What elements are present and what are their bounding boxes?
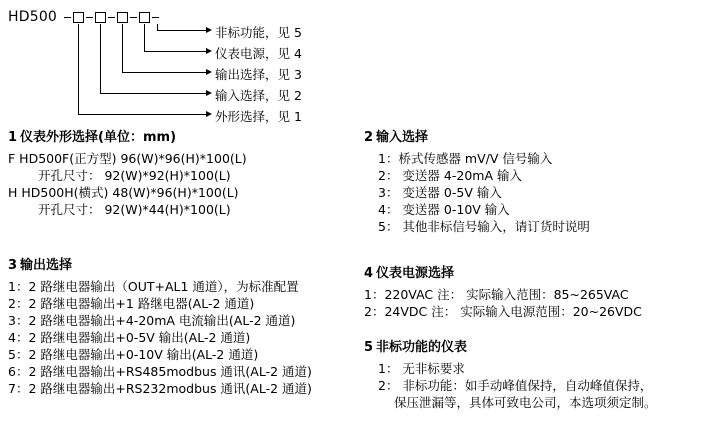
section-1-row: H HD500H(横式) 48(W)*96(H)*100(L) [8, 185, 239, 200]
leader-line-2-v [100, 24, 101, 93]
leader-line-3-v [122, 24, 123, 72]
section-1-number: 1 [8, 130, 18, 145]
leader-line-4-h [144, 51, 209, 52]
section-1 [8, 126, 363, 218]
code-box-4 [139, 12, 150, 23]
code-dash-1 [64, 17, 71, 18]
section-3-row: 5：2 路继电器输出+0-10V 输出(AL-2 通道) [8, 347, 259, 362]
section-4-heading: 仪表电源选择 [376, 266, 455, 281]
code-box-2 [95, 12, 106, 23]
section-4 [364, 262, 699, 320]
section-2 [364, 126, 699, 235]
section-1-title [8, 126, 363, 145]
section-5-heading: 非标功能的仪表 [376, 340, 468, 355]
section-3-row: 4：2 路继电器输出+0-5V 输出(AL-2 通道) [8, 330, 251, 345]
section-1-row: 开孔尺寸： 92(W)*92(H)*100(L) [38, 168, 231, 183]
section-5-row: 2： 非标功能：如手动峰值保持，自动峰值保持， [378, 378, 653, 393]
code-dash-3 [108, 17, 115, 18]
section-3-number: 3 [8, 258, 18, 273]
leader-arrow-3 [206, 69, 212, 75]
section-2-row: 2： 变送器 4-20mA 输入 [378, 168, 522, 183]
section-3-title [8, 254, 363, 273]
callout-label-4: 仪表电源，见 4 [215, 46, 302, 61]
section-3-row: 6：2 路继电器输出+RS485modbus 通讯(AL-2 通道) [8, 364, 312, 379]
leader-arrow-1 [206, 111, 212, 117]
code-dash-4 [130, 17, 137, 18]
leader-line-5-h [157, 30, 209, 31]
section-5-number: 5 [364, 340, 374, 355]
section-2-row: 5： 其他非标信号输入，请订货时说明 [378, 219, 590, 234]
section-1-row: F HD500F(正方型) 96(W)*96(H)*100(L) [8, 151, 247, 166]
section-5 [364, 336, 699, 411]
model-code-diagram [0, 0, 705, 122]
leader-line-3-h [122, 72, 209, 73]
section-3-heading: 输出选择 [20, 258, 73, 273]
code-dash-2 [86, 17, 93, 18]
section-3-row: 7：2 路继电器输出+RS232modbus 通讯(AL-2 通道) [8, 381, 312, 396]
section-4-row: 1：220VAC 注： 实际输入范围：85~265VAC [364, 287, 629, 302]
model-prefix-label: HD500 [8, 9, 58, 25]
code-box-3 [117, 12, 128, 23]
leader-line-1-v [78, 24, 79, 114]
section-5-title [364, 336, 699, 355]
leader-arrow-2 [206, 90, 212, 96]
leader-arrow-5 [206, 27, 212, 33]
section-5-row: 1： 无非标要求 [378, 361, 465, 376]
section-3-row: 3：2 路继电器输出+4-20mA 电流输出(AL-2 通道) [8, 313, 296, 328]
section-1-heading: 仪表外形选择(单位：mm) [20, 130, 177, 145]
leader-arrow-4 [206, 48, 212, 54]
section-2-heading: 输入选择 [376, 130, 429, 145]
section-2-number: 2 [364, 130, 374, 145]
section-4-row: 2：24VDC 注： 实际输入电源范围：20~26VDC [364, 304, 642, 319]
section-3 [8, 254, 363, 397]
callout-label-1: 外形选择，见 1 [215, 109, 302, 124]
leader-line-1-h [78, 114, 209, 115]
section-4-number: 4 [364, 266, 374, 281]
right-column [364, 126, 699, 411]
callout-label-5: 非标功能，见 5 [215, 25, 302, 40]
section-3-row: 2：2 路继电器输出+1 路继电器(AL-2 通道) [8, 296, 255, 311]
callout-label-3: 输出选择，见 3 [215, 67, 302, 82]
section-3-row: 1：2 路继电器输出（OUT+AL1 通道），为标准配置 [8, 279, 299, 294]
section-2-row: 4： 变送器 0-10V 输入 [378, 202, 510, 217]
code-box-1 [73, 12, 84, 23]
section-4-title [364, 262, 699, 281]
section-2-row: 3： 变送器 0-5V 输入 [378, 185, 502, 200]
callout-label-2: 输入选择，见 2 [215, 88, 302, 103]
section-2-row: 1：桥式传感器 mV/V 信号输入 [378, 151, 553, 166]
section-2-title [364, 126, 699, 145]
leader-line-2-h [100, 93, 209, 94]
leader-line-4-v [144, 24, 145, 51]
section-1-row: 开孔尺寸： 92(W)*44(H)*100(L) [38, 202, 231, 217]
left-column [8, 126, 363, 397]
section-5-row: 保压泄漏等，具体可致电公司，本选项须定制。 [394, 395, 657, 410]
code-dash-5 [152, 17, 159, 18]
